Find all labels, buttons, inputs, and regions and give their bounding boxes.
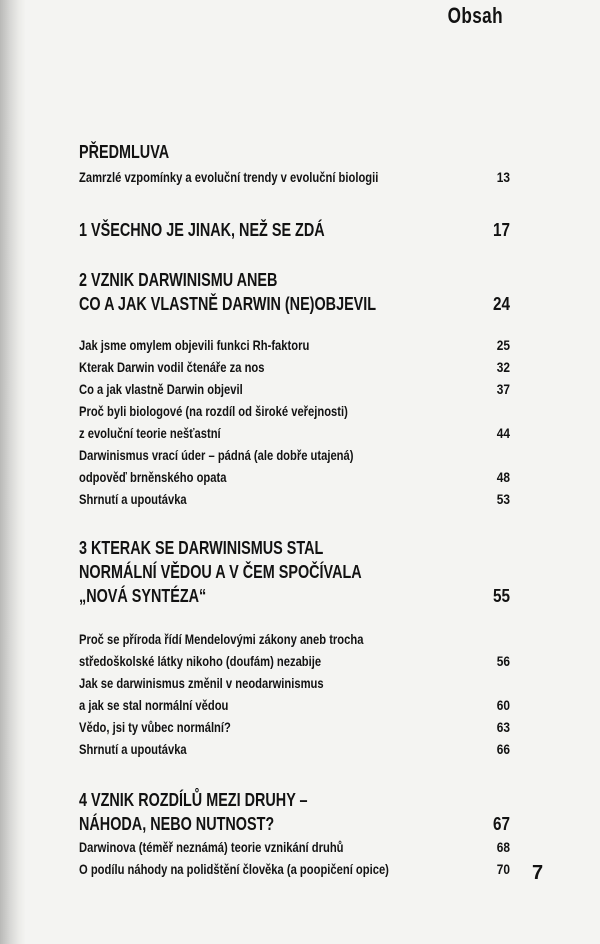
section-title-text: NORMÁLNÍ VĚDOU A V ČEM SPOČÍVALA [79,562,362,582]
toc-entry-text: Shrnutí a upoutávka [79,741,187,757]
toc-entry-text: Vědo, jsi ty vůbec normální? [79,719,231,735]
toc-entry [79,738,510,760]
toc-entry-text: Co a jak vlastně Darwin objevil [79,381,243,397]
toc-entry-text: odpověď brněnského opata [79,469,227,485]
section-page-number: 55 [492,586,510,606]
toc-entry-text: Jak se darwinismus změnil v neodarwinismus [79,675,324,691]
toc-entry [79,400,510,422]
toc-entry-text: Darwinova (téměř neznámá) teorie vznikání druhů [79,839,344,855]
section-title-text: „NOVÁ SYNTÉZA“ [79,586,207,606]
section-page-number: 67 [492,814,510,834]
toc-entry [79,422,510,444]
section-title-line [79,788,510,812]
toc-entry-page-number: 63 [496,719,510,735]
page-number: 7 [532,862,544,884]
section-title-line [79,218,510,242]
section-title-text: PŘEDMLUVA [79,142,170,162]
section-title-line [79,560,510,584]
toc-entry-page-number: 66 [496,741,510,757]
toc-entry-page-number: 60 [496,697,510,713]
toc-entry-text: Darwinismus vrací úder – pádná (ale dobře utajená) [79,447,354,463]
toc-entry-page-number: 25 [496,337,510,353]
toc-entry [79,444,510,466]
toc-entry [79,628,510,650]
page-header-title: Obsah [447,3,503,28]
toc-section [79,140,510,188]
toc-entry-text: O podílu náhody na polidštění člověka (a poopičení opice) [79,861,389,877]
section-title-text: 3 KTERAK SE DARWINISMUS STAL [79,538,324,558]
section-title-line [79,140,510,164]
section-page-number: 17 [492,220,510,240]
toc-entry-text: Zamrzlé vzpomínky a evoluční trendy v evoluční biologii [79,169,379,185]
toc-entry [79,836,510,858]
toc-entry-text: Shrnutí a upoutávka [79,491,187,507]
toc-entry-page-number: 56 [496,653,510,669]
toc-entry-text: Proč byli biologové (na rozdíl od široké veřejnosti) [79,403,348,419]
section-title-text: NÁHODA, NEBO NUTNOST? [79,814,275,834]
toc-entry-page-number: 53 [496,491,510,507]
toc-entry-text: Kterak Darwin vodil čtenáře za nos [79,359,265,375]
table-of-contents [79,140,510,880]
toc-entry [79,488,510,510]
section-title-line [79,812,510,836]
toc-entry-text: Proč se příroda řídí Mendelovými zákony aneb trocha [79,631,364,647]
toc-entry-page-number: 70 [496,861,510,877]
toc-entry [79,858,510,880]
toc-entry [79,378,510,400]
toc-section [79,268,510,510]
toc-entry [79,166,510,188]
toc-entry [79,716,510,738]
toc-section [79,218,510,242]
section-title-line [79,292,510,316]
toc-entry-page-number: 13 [496,169,510,185]
toc-section [79,788,510,880]
section-title-line [79,268,510,292]
toc-entry-page-number: 68 [496,839,510,855]
toc-entry-page-number: 37 [496,381,510,397]
toc-entry [79,650,510,672]
toc-entry-text: a jak se stal normální vědou [79,697,229,713]
toc-entry-text: z evoluční teorie nešťastní [79,425,221,441]
section-title-text: 2 VZNIK DARWINISMU ANEB [79,270,278,290]
toc-entry-page-number: 32 [496,359,510,375]
toc-entry [79,334,510,356]
toc-section [79,536,510,760]
section-page-number: 24 [492,294,510,314]
toc-entry-text: Jak jsme omylem objevili funkci Rh-faktoru [79,337,310,353]
toc-entry-page-number: 48 [496,469,510,485]
toc-entry-page-number: 44 [496,425,510,441]
toc-entry [79,672,510,694]
section-title-line [79,584,510,608]
toc-entry [79,466,510,488]
section-title-text: CO A JAK VLASTNĚ DARWIN (NE)OBJEVIL [79,294,377,314]
section-title-text: 1 VŠECHNO JE JINAK, NEŽ SE ZDÁ [79,220,325,240]
page-gutter-shadow [0,0,26,944]
toc-entry-text: středoškolské látky nikoho (doufám) nezabije [79,653,322,669]
toc-entry [79,356,510,378]
section-title-text: 4 VZNIK ROZDÍLŮ MEZI DRUHY – [79,790,308,810]
section-title-line [79,536,510,560]
toc-entry [79,694,510,716]
